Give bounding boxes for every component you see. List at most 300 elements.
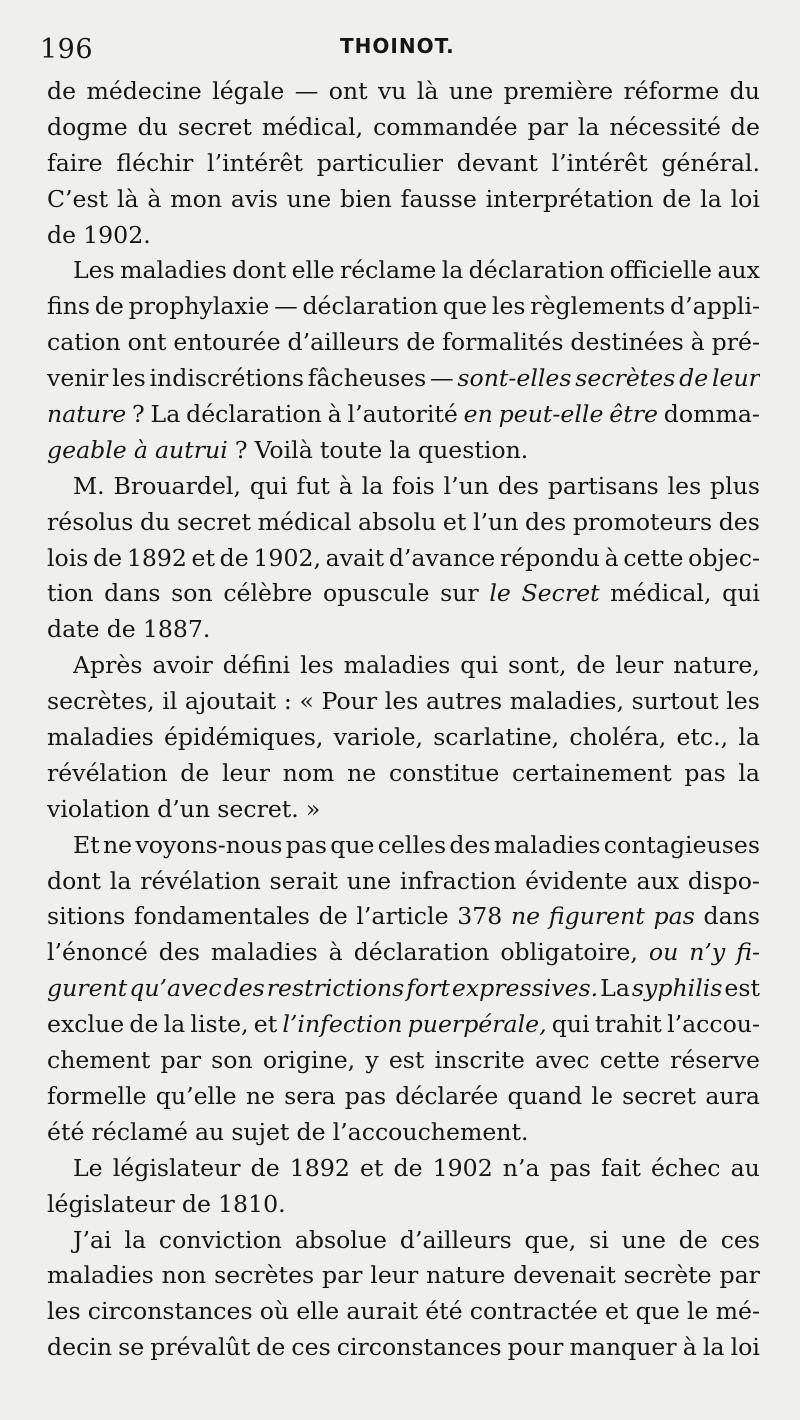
word: fléchir: [116, 148, 194, 177]
word: déclarée: [395, 1081, 499, 1110]
word: interprétation: [485, 184, 654, 213]
word: origine,: [262, 1046, 356, 1075]
word: ou: [648, 938, 679, 967]
text-line: [47, 325, 760, 361]
word: nom: [282, 758, 335, 787]
word: aux: [636, 866, 680, 895]
word: d’un: [157, 794, 211, 823]
text-line: [47, 397, 760, 433]
word: formelle: [47, 1081, 147, 1110]
word: pas: [653, 902, 695, 931]
word: —: [294, 77, 319, 105]
word: scarlatine,: [433, 723, 560, 752]
word: l’accouchement.: [332, 1117, 529, 1146]
word: autres: [426, 687, 503, 716]
text-line: [47, 433, 760, 469]
word: decin: [47, 1333, 113, 1362]
word: que: [442, 292, 488, 321]
word: 1902: [432, 1153, 493, 1182]
word: violation: [47, 794, 151, 823]
word: la: [702, 1333, 725, 1362]
word: de: [47, 77, 77, 105]
word: variole,: [333, 723, 424, 752]
word: les: [491, 292, 526, 321]
word: dans: [104, 579, 161, 608]
word: sont-elles: [457, 364, 572, 393]
word: légale: [212, 77, 285, 105]
word: fut: [296, 471, 330, 500]
word: les: [47, 1297, 81, 1326]
word: une: [286, 184, 332, 213]
word: secrètes,: [47, 687, 155, 716]
word: d’ailleurs: [287, 328, 400, 357]
word: législateur: [47, 1189, 175, 1218]
word: et: [442, 507, 467, 536]
word: la: [577, 112, 600, 141]
word: choléra,: [569, 723, 667, 752]
word: contractée: [469, 1297, 598, 1326]
word: loi: [730, 184, 760, 213]
word: médical,: [610, 579, 712, 608]
word: question.: [418, 435, 529, 464]
text-line: [47, 469, 760, 505]
text-line: [47, 576, 760, 612]
word: chement: [47, 1046, 151, 1075]
word: médical,: [261, 112, 364, 141]
text-line: [47, 182, 760, 218]
word: entourée: [173, 328, 281, 357]
word: sitions: [47, 902, 126, 931]
word: cette: [599, 1046, 660, 1075]
word: non: [161, 1261, 207, 1290]
word: 1892: [289, 1153, 350, 1182]
word: se: [118, 1333, 145, 1362]
word: par: [160, 1046, 201, 1075]
word: révélation: [47, 758, 168, 787]
text-line: [47, 648, 760, 684]
word: médical: [257, 507, 352, 536]
word: sera: [284, 1081, 336, 1110]
word: nature: [426, 1261, 506, 1290]
word: secrètes: [575, 364, 676, 393]
word: à: [604, 543, 619, 572]
word: 378: [457, 902, 503, 931]
word: avoir: [152, 651, 213, 680]
word: défini: [222, 651, 291, 680]
word: qui: [249, 471, 288, 500]
word: leur: [222, 758, 270, 787]
word: maladies: [210, 938, 318, 967]
word: évidente: [525, 866, 628, 895]
text-line: [47, 361, 760, 397]
word: pré-: [711, 328, 760, 357]
word: Voilà: [254, 435, 313, 464]
word: si: [589, 1225, 609, 1254]
word: révélation: [140, 866, 261, 895]
word: exclue: [47, 1010, 125, 1039]
word: dispo-: [687, 866, 760, 895]
word: maladies: [493, 830, 601, 859]
word: ne: [245, 1081, 275, 1110]
word: qu’avec: [129, 974, 222, 1003]
word: maladies: [120, 256, 227, 285]
word: la: [163, 1010, 186, 1039]
text-line: [47, 899, 760, 935]
word: été: [47, 1117, 85, 1146]
word: dogme: [47, 112, 128, 141]
word: la: [361, 471, 384, 500]
word: là: [416, 77, 439, 105]
word: n’a: [502, 1153, 540, 1182]
word: elle: [291, 256, 335, 285]
word: de: [576, 651, 606, 680]
word: devenait: [513, 1261, 616, 1290]
word: manquer: [569, 1333, 677, 1362]
word: mé-: [715, 1297, 760, 1326]
word: expressives.: [451, 974, 599, 1003]
word: circonstances: [87, 1297, 253, 1326]
word: à: [690, 328, 705, 357]
word: fins: [47, 292, 91, 321]
word: par: [322, 1261, 363, 1290]
word: la: [738, 758, 760, 787]
word: leur: [370, 1261, 419, 1290]
word: règlements: [530, 292, 666, 321]
word: ?: [132, 400, 145, 429]
word: à: [327, 400, 342, 429]
word: »: [305, 794, 321, 823]
word: fort: [406, 974, 450, 1003]
word: de: [250, 1153, 280, 1182]
word: été: [425, 1297, 463, 1326]
word: destinées: [570, 328, 684, 357]
word: mon: [170, 184, 223, 213]
word: de: [94, 292, 124, 321]
word: certainement: [512, 758, 672, 787]
text-line: [47, 612, 760, 648]
word: contagieuses: [603, 830, 760, 859]
text-line: [47, 505, 760, 541]
word: sur: [440, 579, 479, 608]
word: cation: [47, 328, 121, 357]
word: quand: [507, 1081, 583, 1110]
word: réclamé: [91, 1117, 188, 1146]
page-number: 196: [40, 34, 94, 65]
word: au: [730, 1153, 760, 1182]
word: à: [147, 184, 162, 213]
word: Brouardel,: [113, 471, 241, 500]
word: nature: [47, 400, 127, 429]
word: prévalût: [150, 1333, 251, 1362]
word: qu’elle: [155, 1081, 237, 1110]
word: général.: [661, 148, 760, 177]
word: tion: [47, 579, 94, 608]
word: absolu: [358, 507, 437, 536]
text-line: [47, 1258, 760, 1294]
word: —: [274, 292, 298, 321]
text-line: [47, 1043, 760, 1079]
word: secret: [176, 507, 251, 536]
word: liste,: [190, 1010, 249, 1039]
word: une: [346, 866, 392, 895]
word: la: [109, 866, 132, 895]
word: le: [591, 1081, 613, 1110]
word: fait: [601, 1153, 641, 1182]
word: circonstances: [336, 1333, 502, 1362]
word: pas: [549, 1153, 591, 1182]
word: 1902,: [253, 543, 321, 572]
word: de: [318, 902, 348, 931]
word: ?: [234, 435, 248, 464]
word: échec: [650, 1153, 721, 1182]
word: des: [497, 471, 539, 500]
word: du: [137, 112, 168, 141]
word: déclaration: [302, 292, 439, 321]
word: il: [162, 687, 178, 716]
word: célèbre: [223, 579, 313, 608]
word: médecine: [86, 77, 202, 105]
word: surtout: [631, 687, 719, 716]
word: Les: [73, 256, 115, 285]
word: 1902.: [83, 220, 151, 249]
word: secret.: [217, 794, 299, 823]
word: 1810.: [218, 1189, 286, 1218]
word: déclaration: [186, 400, 322, 429]
word: 1887.: [142, 615, 211, 644]
word: puerpérale,: [407, 1010, 547, 1039]
word: maladies: [47, 1261, 154, 1290]
word: secrètes: [214, 1261, 315, 1290]
word: ont: [127, 328, 167, 357]
word: maladies: [47, 723, 154, 752]
word: du: [140, 507, 171, 536]
word: l’énoncé: [47, 938, 148, 967]
text-line: [47, 935, 760, 971]
word: son: [171, 579, 213, 608]
word: ces: [291, 1333, 331, 1362]
word: est: [724, 974, 760, 1003]
word: inscrite: [434, 1046, 525, 1075]
word: des: [718, 507, 760, 536]
word: prophylaxie: [128, 292, 270, 321]
word: de: [296, 1117, 326, 1146]
word: des: [525, 507, 567, 536]
word: pour: [507, 1333, 564, 1362]
word: bien: [339, 184, 392, 213]
word: l’intérêt: [551, 148, 648, 177]
word: de: [406, 328, 436, 357]
word: obligatoire,: [500, 938, 638, 967]
text-line: [47, 684, 760, 720]
text-line: [47, 1294, 760, 1330]
word: syphilis: [631, 974, 723, 1003]
word: gurent: [47, 974, 128, 1003]
word: toute: [319, 435, 383, 464]
word: celles: [377, 830, 447, 859]
word: C’est: [47, 184, 109, 213]
word: particulier: [316, 148, 443, 177]
text-line: [47, 1151, 760, 1187]
word: la: [441, 256, 464, 285]
word: que: [635, 1297, 680, 1326]
word: de: [256, 1333, 286, 1362]
word: La: [150, 400, 181, 429]
word: voyons-nous: [135, 830, 283, 859]
text-line: [47, 1079, 760, 1115]
word: à: [338, 471, 353, 500]
word: leur: [615, 651, 664, 680]
word: geable: [47, 435, 127, 464]
word: de: [679, 364, 709, 393]
word: maladies: [343, 651, 451, 680]
word: où: [259, 1297, 290, 1326]
word: par: [719, 1261, 760, 1290]
word: la: [738, 723, 760, 752]
word: de: [393, 1153, 423, 1182]
word: restrictions: [266, 974, 405, 1003]
word: elle: [296, 1297, 340, 1326]
word: d’avance: [388, 543, 496, 572]
word: fi-: [736, 938, 760, 967]
text-line: [47, 756, 760, 792]
word: venir: [47, 364, 109, 393]
word: sont,: [508, 651, 567, 680]
word: la: [124, 1225, 147, 1254]
word: les: [112, 364, 146, 393]
word: autrui: [154, 435, 228, 464]
word: secret: [622, 1081, 697, 1110]
word: La: [600, 974, 630, 1003]
word: à: [682, 1333, 697, 1362]
word: d’appli-: [670, 292, 760, 321]
word: dont: [232, 256, 287, 285]
word: formalités: [442, 328, 564, 357]
word: réserve: [670, 1046, 760, 1075]
text-line: [47, 1007, 760, 1043]
text-line: [47, 864, 760, 900]
word: etc.,: [676, 723, 729, 752]
word: ne: [347, 758, 377, 787]
body-text: [47, 74, 760, 1366]
word: de: [129, 1010, 159, 1039]
word: secret: [177, 112, 252, 141]
word: secrète: [623, 1261, 712, 1290]
word: réforme: [623, 77, 720, 105]
word: ne: [102, 830, 133, 859]
text-line: [47, 110, 760, 146]
word: date: [47, 615, 100, 644]
word: de: [47, 220, 77, 249]
word: nature,: [673, 651, 760, 680]
word: figurent: [548, 902, 645, 931]
word: fâcheuses: [307, 364, 427, 393]
word: les: [667, 471, 702, 500]
word: de: [180, 758, 210, 787]
word: déclaration: [353, 938, 490, 967]
word: et: [359, 1153, 384, 1182]
text-line: [47, 1187, 760, 1223]
word: du: [729, 77, 760, 105]
word: n’y: [689, 938, 726, 967]
word: le: [686, 1297, 709, 1326]
word: «: [299, 687, 314, 716]
text-line: [47, 1115, 760, 1151]
word: les: [384, 687, 419, 716]
text-line: [47, 792, 760, 828]
word: de: [106, 615, 136, 644]
word: ne: [510, 902, 541, 931]
word: promoteurs: [572, 507, 713, 536]
word: avis: [230, 184, 278, 213]
word: d’ailleurs: [399, 1225, 512, 1254]
text-line: [47, 720, 760, 756]
word: M.: [73, 471, 105, 500]
word: la: [700, 184, 722, 213]
word: par: [527, 112, 568, 141]
word: trahit: [594, 1010, 662, 1039]
word: qui: [551, 1010, 590, 1039]
word: de: [662, 184, 692, 213]
word: répondu: [499, 543, 600, 572]
text-line: [47, 1223, 760, 1259]
word: faire: [47, 148, 103, 177]
word: des: [223, 974, 265, 1003]
word: l’accou-: [667, 1010, 760, 1039]
word: 1892: [126, 543, 187, 572]
word: à: [328, 938, 343, 967]
word: réclame: [339, 256, 437, 285]
word: nécessité: [609, 112, 721, 141]
word: l’un: [443, 471, 489, 500]
word: déclaration: [468, 256, 605, 285]
word: avec: [535, 1046, 590, 1075]
word: infraction: [399, 866, 517, 895]
word: l’infection: [282, 1010, 403, 1039]
word: pas: [285, 830, 327, 859]
running-head: THOINOT.: [340, 34, 455, 58]
word: le: [489, 579, 511, 608]
word: résolus: [47, 507, 134, 536]
word: J’ai: [73, 1225, 112, 1254]
word: avait: [325, 543, 385, 572]
word: Et: [73, 830, 100, 859]
text-line: [47, 541, 760, 577]
word: au: [194, 1117, 225, 1146]
word: fois: [392, 471, 435, 500]
word: qui: [722, 579, 760, 608]
word: plus: [710, 471, 760, 500]
word: ajoutait: [184, 687, 277, 716]
text-line: [47, 1330, 760, 1366]
text-line: [47, 828, 760, 864]
word: absolue: [294, 1225, 388, 1254]
word: sujet: [231, 1117, 290, 1146]
word: l’intérêt: [207, 148, 303, 177]
word: être: [609, 400, 658, 429]
word: commandée: [373, 112, 518, 141]
word: dans: [703, 902, 760, 931]
word: aux: [717, 256, 760, 285]
word: législateur: [112, 1153, 241, 1182]
text-line: [47, 74, 760, 110]
word: aura: [705, 1081, 760, 1110]
word: et: [191, 543, 215, 572]
word: domma-: [663, 400, 760, 429]
word: Le: [73, 1153, 103, 1182]
word: y: [365, 1046, 379, 1075]
word: en: [463, 400, 493, 429]
word: conviction: [158, 1225, 282, 1254]
